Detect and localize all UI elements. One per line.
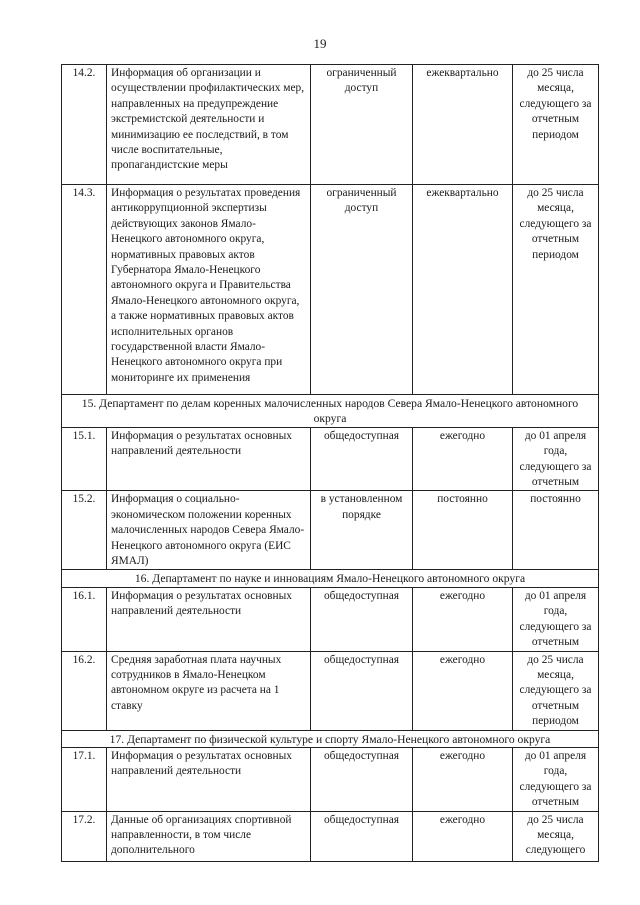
row-frequency: ежегодно — [413, 587, 513, 651]
row-deadline: до 25 числа месяца, следующего за отчетным периодом — [513, 185, 599, 395]
information-table — [61, 64, 599, 862]
page-number: 19 — [313, 36, 327, 51]
row-frequency: ежеквартально — [413, 65, 513, 185]
row-description: Средняя заработная плата научных сотрудников в Ямало-Ненецком автономном округе из расчета на 1 ставку — [107, 651, 311, 730]
table-row — [62, 747, 599, 811]
row-deadline: до 25 числа месяца, следующего за отчетным периодом — [513, 65, 599, 185]
row-deadline: до 25 числа месяца, следующего — [513, 811, 599, 861]
table-row — [62, 65, 599, 185]
row-access: ограниченный доступ — [311, 185, 413, 395]
table-row — [62, 185, 599, 395]
row-description: Информация о результатах основных направлений деятельности — [107, 587, 311, 651]
row-description: Информация о социально-экономическом положении коренных малочисленных народов Севера Ямало-Ненецкого автономного округа (ЕИС ЯМАЛ) — [107, 491, 311, 570]
row-description: Информация о результатах проведения антикоррупционной экспертизы действующих законов Ямало-Ненецкого автономного округа, нормативных правовых актов Губернатора Ямало-Ненецкого автономного округа и Правительства Ямало-Ненецкого автономного округа, а также нормативных правовых актов исполнительных органов государственной власти Ямало-Ненецкого автономного округа при мониторинге их применения — [107, 185, 311, 395]
row-access: ограниченный доступ — [311, 65, 413, 185]
row-deadline: до 25 числа месяца, следующего за отчетным периодом — [513, 651, 599, 730]
row-number: 17.1. — [62, 747, 107, 811]
row-frequency: ежегодно — [413, 747, 513, 811]
section-row — [62, 730, 599, 747]
section-title: 17. Департамент по физической культуре и спорту Ямало-Ненецкого автономного округа — [62, 730, 599, 747]
table-row — [62, 587, 599, 651]
table-row — [62, 491, 599, 570]
row-number: 15.2. — [62, 491, 107, 570]
row-access: общедоступная — [311, 811, 413, 861]
table-row — [62, 427, 599, 491]
row-access: общедоступная — [311, 651, 413, 730]
row-frequency: ежегодно — [413, 427, 513, 491]
row-number: 16.1. — [62, 587, 107, 651]
row-deadline: до 01 апреля года, следующего за отчетным — [513, 427, 599, 491]
row-frequency: ежеквартально — [413, 185, 513, 395]
row-description: Информация об организации и осуществлении профилактических мер, направленных на предупреждение экстремистской деятельности и минимизацию ее последствий, в том числе воспитательные, пропагандистские меры — [107, 65, 311, 185]
row-deadline: до 01 апреля года, следующего за отчетным — [513, 587, 599, 651]
section-row — [62, 395, 599, 428]
table-row — [62, 651, 599, 730]
section-row — [62, 570, 599, 587]
row-number: 15.1. — [62, 427, 107, 491]
row-description: Информация о результатах основных направлений деятельности — [107, 747, 311, 811]
row-access: в установленном порядке — [311, 491, 413, 570]
row-number: 14.2. — [62, 65, 107, 185]
table-row — [62, 811, 599, 861]
row-number: 16.2. — [62, 651, 107, 730]
section-title: 15. Департамент по делам коренных малочисленных народов Севера Ямало-Ненецкого автономного округа — [62, 395, 599, 428]
row-deadline: постоянно — [513, 491, 599, 570]
row-deadline: до 01 апреля года, следующего за отчетным — [513, 747, 599, 811]
row-description: Данные об организациях спортивной направленности, в том числе дополнительного — [107, 811, 311, 861]
row-access: общедоступная — [311, 747, 413, 811]
row-frequency: ежегодно — [413, 651, 513, 730]
row-frequency: ежегодно — [413, 811, 513, 861]
section-title: 16. Департамент по науке и инновациям Ямало-Ненецкого автономного округа — [62, 570, 599, 587]
row-access: общедоступная — [311, 587, 413, 651]
row-number: 17.2. — [62, 811, 107, 861]
row-description: Информация о результатах основных направлений деятельности — [107, 427, 311, 491]
row-frequency: постоянно — [413, 491, 513, 570]
row-number: 14.3. — [62, 185, 107, 395]
row-access: общедоступная — [311, 427, 413, 491]
